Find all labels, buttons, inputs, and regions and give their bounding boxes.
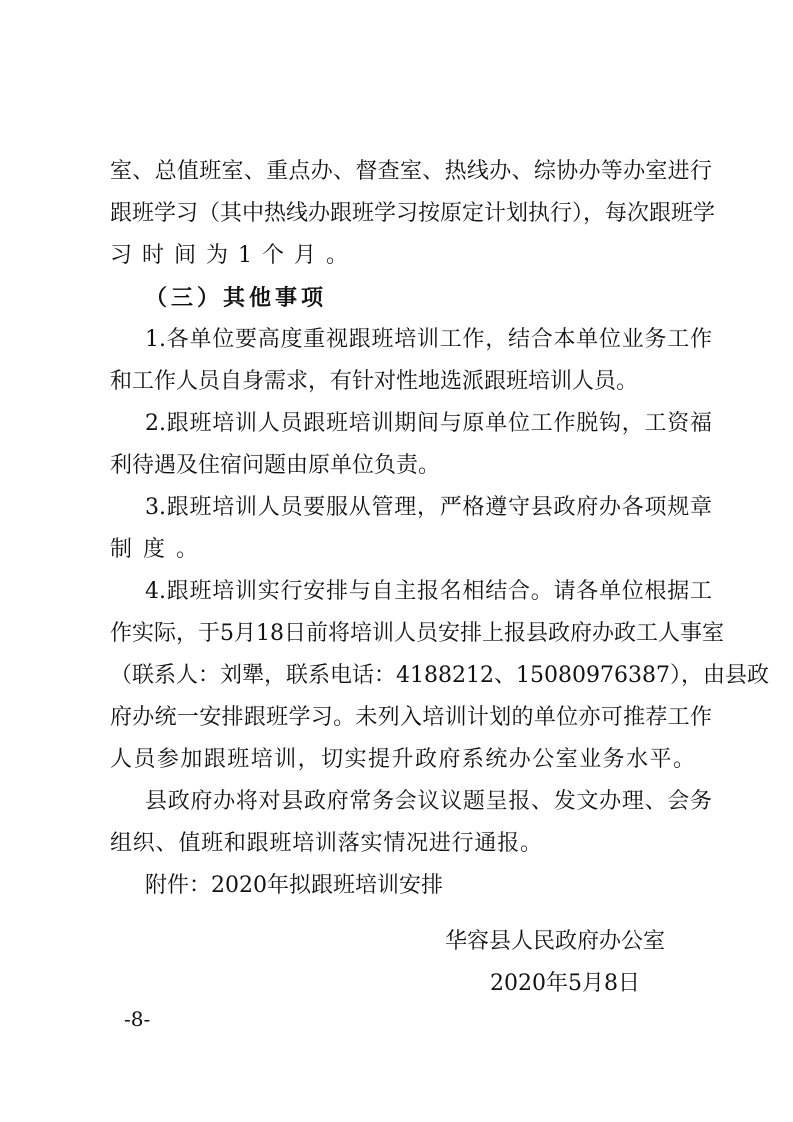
body-line: 和工作人员自身需求，有针对性地选派跟班培训人员。 — [110, 369, 639, 394]
page-number: -8- — [124, 1007, 151, 1031]
body-line: 县政府办将对县政府常务会议议题呈报、发文办理、会务 — [145, 789, 712, 814]
body-line: 制度。 — [110, 537, 210, 562]
body-line: 室、总值班室、重点办、督查室、热线办、综协办等办室进行 — [110, 159, 712, 184]
section-heading: （三）其他事项 — [145, 285, 328, 311]
attachment-line: 附件：2020年拟跟班培训安排 — [145, 873, 443, 898]
body-line: 3.跟班培训人员要服从管理，严格遵守县政府办各项规章 — [145, 495, 712, 520]
body-line: 组织、值班和跟班培训落实情况进行通报。 — [110, 831, 542, 856]
body-line: 府办统一安排跟班学习。未列入培训计划的单位亦可推荐工作 — [110, 705, 712, 730]
body-line: 4.跟班培训实行安排与自主报名相结合。请各单位根据工 — [145, 579, 712, 604]
date: 2020年5月8日 — [490, 971, 640, 996]
body-line: 人员参加跟班培训，切实提升政府系统办公室业务水平。 — [110, 747, 695, 772]
body-line: 习时间为1个月。 — [110, 243, 358, 268]
body-line: 跟班学习（其中热线办跟班学习按原定计划执行），每次跟班学 — [110, 201, 716, 226]
body-line: （联系人：刘犟，联系电话：4188212、15080976387），由县政 — [110, 663, 769, 688]
body-line: 1.各单位要高度重视跟班培训工作，结合本单位业务工作 — [145, 327, 712, 352]
body-line: 作实际，于5月18日前将培训人员安排上报县政府办政工人事室 — [110, 621, 724, 646]
body-line: 利待遇及住宿问题由原单位负责。 — [110, 453, 441, 478]
signature: 华容县人民政府办公室 — [445, 929, 666, 954]
body-line: 2.跟班培训人员跟班培训期间与原单位工作脱钩，工资福 — [145, 411, 712, 436]
